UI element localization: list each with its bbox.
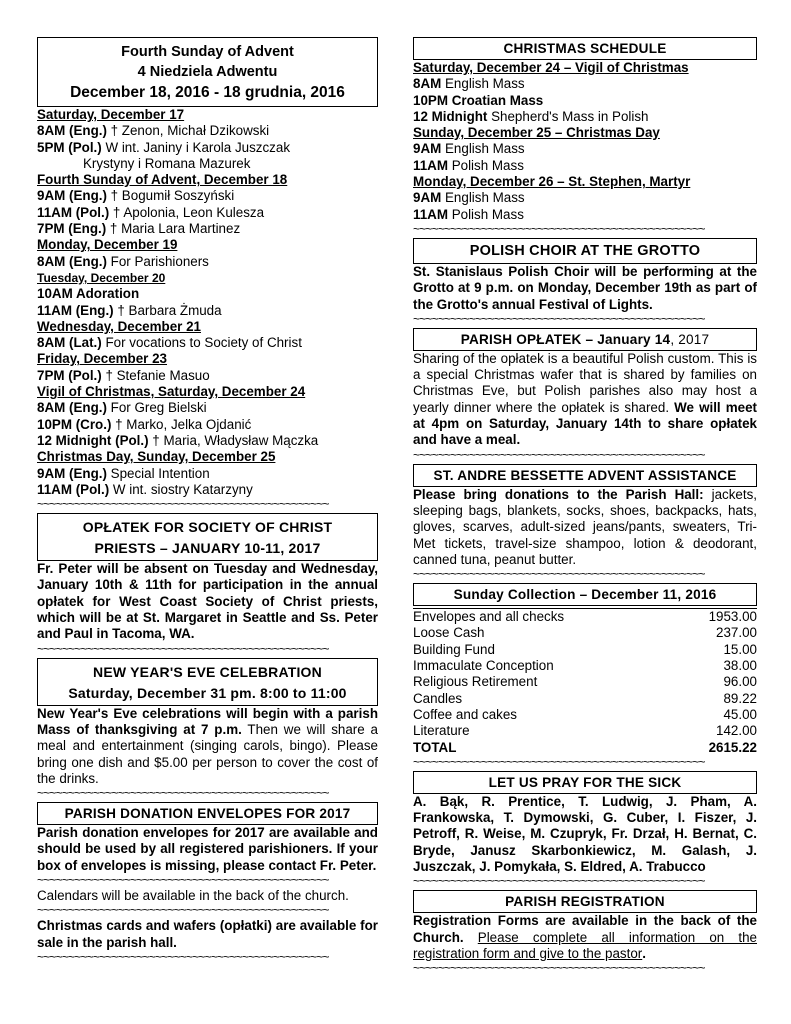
- heading-line: OPŁATEK FOR SOCIETY OF CHRIST: [82, 519, 333, 536]
- christmas-schedule-heading: CHRISTMAS SCHEDULE: [413, 37, 757, 60]
- cards-note: Christmas cards and wafers (opłatki) are available for sale in the parish hall.: [37, 918, 378, 950]
- collection-row: [413, 642, 757, 658]
- collection-table: [413, 608, 757, 756]
- mass-entry: 11AM (Pol.) W int. siostry Katarzyny: [37, 481, 253, 497]
- new-years-body: New Year's Eve celebrations will begin with a parish Mass of thanksgiving at 7 p.m. Then we will share a meal and entertainment (singing carols, bingo). Please bring one dish and $5.00 per person to cover the cost of the drinks.: [37, 705, 378, 786]
- mass-entry: 9AM English Mass: [413, 141, 525, 157]
- day-header: Monday, December 19: [37, 237, 178, 253]
- collection-amount: 15.00: [723, 641, 757, 657]
- sick-body: A. Bąk, R. Prentice, T. Ludwig, J. Pham, A. Frankowska, T. Dymowski, G. Cuber, I. Fiszer, J. Petroff, R. Weise, M. Czupryk, Fr. Drzał, H. Bernat, C. Bryde, Janusz Skarbonkiewicz, M. Galash, J. Juszczak, J. Pomykała, S. Eldred, A. Trabucco: [413, 793, 757, 874]
- collection-amount: 89.22: [723, 690, 757, 706]
- collection-label: Envelopes and all checks: [413, 609, 674, 626]
- tilde-separator: ~~~~~~~~~~~~~~~~~~~~~~~~~~~~~~~~~~~~~~~~~~~~~~~: [413, 312, 705, 325]
- collection-amount: 237.00: [716, 625, 757, 641]
- collection-row: [413, 658, 757, 674]
- calendars-note: Calendars will be available in the back of the church.: [37, 887, 349, 903]
- total-label: TOTAL: [413, 739, 457, 755]
- mass-entry: 10PM (Cro.) † Marko, Jelka Ojdanić: [37, 416, 252, 432]
- envelopes-heading: PARISH DONATION ENVELOPES FOR 2017: [37, 802, 378, 825]
- mass-entry-continued: Krystyny i Romana Mazurek: [83, 155, 251, 171]
- registration-body: Registration Forms are available in the back of the Church. Please complete all information on the registration form and give to the pastor.: [413, 913, 757, 961]
- collection-row: [413, 723, 757, 739]
- mass-entry: 7PM (Pol.) † Stefanie Masuo: [37, 367, 210, 383]
- collection-amount: 1953.00: [674, 609, 757, 626]
- mass-entry: 11AM Polish Mass: [413, 206, 524, 222]
- mass-entry: 9AM English Mass: [413, 190, 525, 206]
- mass-entry: 12 Midnight Shepherd's Mass in Polish: [413, 108, 649, 124]
- collection-row: [413, 691, 757, 707]
- oplatek-society-heading: [37, 513, 378, 561]
- sick-heading: LET US PRAY FOR THE SICK: [413, 771, 757, 794]
- collection-row: [413, 674, 757, 690]
- title-line1: Fourth Sunday of Advent: [121, 44, 294, 60]
- tilde-separator: ~~~~~~~~~~~~~~~~~~~~~~~~~~~~~~~~~~~~~~~~~~~~~~~: [413, 962, 705, 975]
- christmas-schedule: [413, 60, 757, 223]
- parish-oplatek-heading: PARISH OPŁATEK – January 14, 2017: [413, 328, 757, 351]
- mass-entry: 11AM (Pol.) † Apolonia, Leon Kulesza: [37, 204, 265, 220]
- tilde-separator: ~~~~~~~~~~~~~~~~~~~~~~~~~~~~~~~~~~~~~~~~~~~~~~~: [413, 568, 705, 581]
- tilde-separator: ~~~~~~~~~~~~~~~~~~~~~~~~~~~~~~~~~~~~~~~~~~~~~~~: [413, 222, 705, 235]
- day-header: Fourth Sunday of Advent, December 18: [37, 172, 288, 188]
- mass-schedule: [37, 107, 378, 498]
- tilde-separator: ~~~~~~~~~~~~~~~~~~~~~~~~~~~~~~~~~~~~~~~~~~~~~~~: [37, 873, 329, 886]
- tilde-separator: ~~~~~~~~~~~~~~~~~~~~~~~~~~~~~~~~~~~~~~~~~~~~~~~: [413, 875, 705, 888]
- bessette-body: Please bring donations to the Parish Hall: jackets, sleeping bags, blankets, socks, shoes, backpacks, hats, gloves, scarves, adult-sized jeans/pants, sweaters, Tri-Met tickets, travel-size shampoo, lotion & deodorant, canned tuna, peanut butter.: [413, 486, 757, 567]
- collection-amount: 45.00: [723, 706, 757, 722]
- day-header: Monday, December 26 – St. Stephen, Martyr: [413, 174, 691, 190]
- envelopes-body: Parish donation envelopes for 2017 are available and should be used by all registered parishioners. If your box of envelopes is missing, please contact Fr. Peter.: [37, 825, 378, 873]
- mass-entry: 8AM (Lat.) For vocations to Society of Christ: [37, 335, 302, 351]
- day-header: Wednesday, December 21: [37, 318, 201, 334]
- mass-entry: 8AM English Mass: [413, 76, 525, 92]
- collection-amount: 96.00: [723, 674, 757, 690]
- collection-amount: 142.00: [716, 723, 757, 739]
- mass-entry: 12 Midnight (Pol.) † Maria, Władysław Mączka: [37, 432, 319, 448]
- collection-amount: 38.00: [723, 658, 757, 674]
- tilde-separator: ~~~~~~~~~~~~~~~~~~~~~~~~~~~~~~~~~~~~~~~~~~~~~~~: [37, 950, 329, 963]
- total-amount: 2615.22: [708, 739, 757, 755]
- title-line3: December 18, 2016 - 18 grudnia, 2016: [70, 84, 345, 101]
- mass-entry: 7PM (Eng.) † Maria Lara Martinez: [37, 221, 241, 237]
- mass-entry: 11AM Polish Mass: [413, 157, 524, 173]
- tilde-separator: ~~~~~~~~~~~~~~~~~~~~~~~~~~~~~~~~~~~~~~~~~~~~~~~: [37, 642, 329, 655]
- tilde-separator: ~~~~~~~~~~~~~~~~~~~~~~~~~~~~~~~~~~~~~~~~~~~~~~~: [37, 904, 329, 917]
- mass-entry: 8AM (Eng.) For Parishioners: [37, 253, 209, 269]
- day-header: Tuesday, December 20: [37, 270, 166, 285]
- bessette-heading: ST. ANDRE BESSETTE ADVENT ASSISTANCE: [413, 464, 757, 487]
- day-header: Vigil of Christmas, Saturday, December 24: [37, 384, 306, 400]
- choir-heading: POLISH CHOIR AT THE GROTTO: [413, 238, 757, 264]
- mass-entry: 11AM (Eng.) † Barbara Żmuda: [37, 302, 222, 318]
- collection-label: Coffee and cakes: [413, 706, 517, 722]
- choir-body: St. Stanislaus Polish Choir will be performing at the Grotto at 9 p.m. on Monday, December 19th as part of the Grotto's annual Festival of Lights.: [413, 263, 757, 312]
- collection-label: Religious Retirement: [413, 674, 538, 690]
- oplatek-society-body: Fr. Peter will be absent on Tuesday and Wednesday, January 10th & 11th for participation in the annual opłatek for West Coast Society of Christ priests, which will be at St. Margaret in Seattle and Ss. Peter and Paul in Tacoma, WA.: [37, 561, 378, 642]
- collection-label: Building Fund: [413, 641, 495, 657]
- collection-label: Immaculate Conception: [413, 658, 554, 674]
- parish-oplatek-body: Sharing of the opłatek is a beautiful Polish custom. This is a special Christmas wafer that is shared by families on Christmas Eve, but Polish parishes also may host a yearly dinner where the opłatek is shared. We will meet at 4pm on Saturday, January 14th to share opłatek and have a meal.: [413, 350, 757, 448]
- heading-line: Saturday, December 31 pm. 8:00 to 11:00: [68, 684, 347, 701]
- day-header: Sunday, December 25 – Christmas Day: [413, 125, 660, 141]
- collection-total-row: [413, 740, 757, 756]
- left-column: [37, 34, 378, 965]
- mass-entry: 10AM Adoration: [37, 286, 140, 302]
- collection-label: Loose Cash: [413, 625, 485, 641]
- mass-entry: 8AM (Eng.) † Zenon, Michał Dzikowski: [37, 123, 270, 139]
- tilde-separator: ~~~~~~~~~~~~~~~~~~~~~~~~~~~~~~~~~~~~~~~~~~~~~~~: [413, 755, 705, 768]
- collection-label: Candles: [413, 690, 463, 706]
- mass-entry: 10PM Croatian Mass: [413, 92, 544, 108]
- collection-row: [413, 609, 757, 626]
- title-line2: 4 Niedziela Adwentu: [137, 64, 278, 80]
- right-column: [413, 34, 757, 976]
- page-title-box: [37, 37, 378, 107]
- tilde-separator: ~~~~~~~~~~~~~~~~~~~~~~~~~~~~~~~~~~~~~~~~~~~~~~~: [37, 498, 329, 511]
- mass-entry: 9AM (Eng.) Special Intention: [37, 465, 210, 481]
- new-years-heading: [37, 658, 378, 706]
- mass-entry: 8AM (Eng.) For Greg Bielski: [37, 400, 207, 416]
- day-header: Christmas Day, Sunday, December 25: [37, 449, 276, 465]
- heading-line: NEW YEAR'S EVE CELEBRATION: [93, 663, 322, 680]
- registration-heading: PARISH REGISTRATION: [413, 890, 757, 913]
- day-header: Saturday, December 24 – Vigil of Christmas: [413, 60, 689, 75]
- collection-heading: Sunday Collection – December 11, 2016: [413, 583, 757, 606]
- tilde-separator: ~~~~~~~~~~~~~~~~~~~~~~~~~~~~~~~~~~~~~~~~~~~~~~~: [37, 787, 329, 800]
- mass-entry: 9AM (Eng.) † Bogumił Soszyński: [37, 188, 235, 204]
- day-header: Friday, December 23: [37, 351, 168, 367]
- day-header: Saturday, December 17: [37, 107, 185, 122]
- mass-entry: 5PM (Pol.) W int. Janiny i Karola Juszczak: [37, 139, 291, 155]
- tilde-separator: ~~~~~~~~~~~~~~~~~~~~~~~~~~~~~~~~~~~~~~~~~~~~~~~: [413, 448, 705, 461]
- collection-row: [413, 625, 757, 641]
- collection-label: Literature: [413, 723, 470, 739]
- collection-row: [413, 707, 757, 723]
- heading-line: PRIESTS – JANUARY 10-11, 2017: [94, 540, 321, 557]
